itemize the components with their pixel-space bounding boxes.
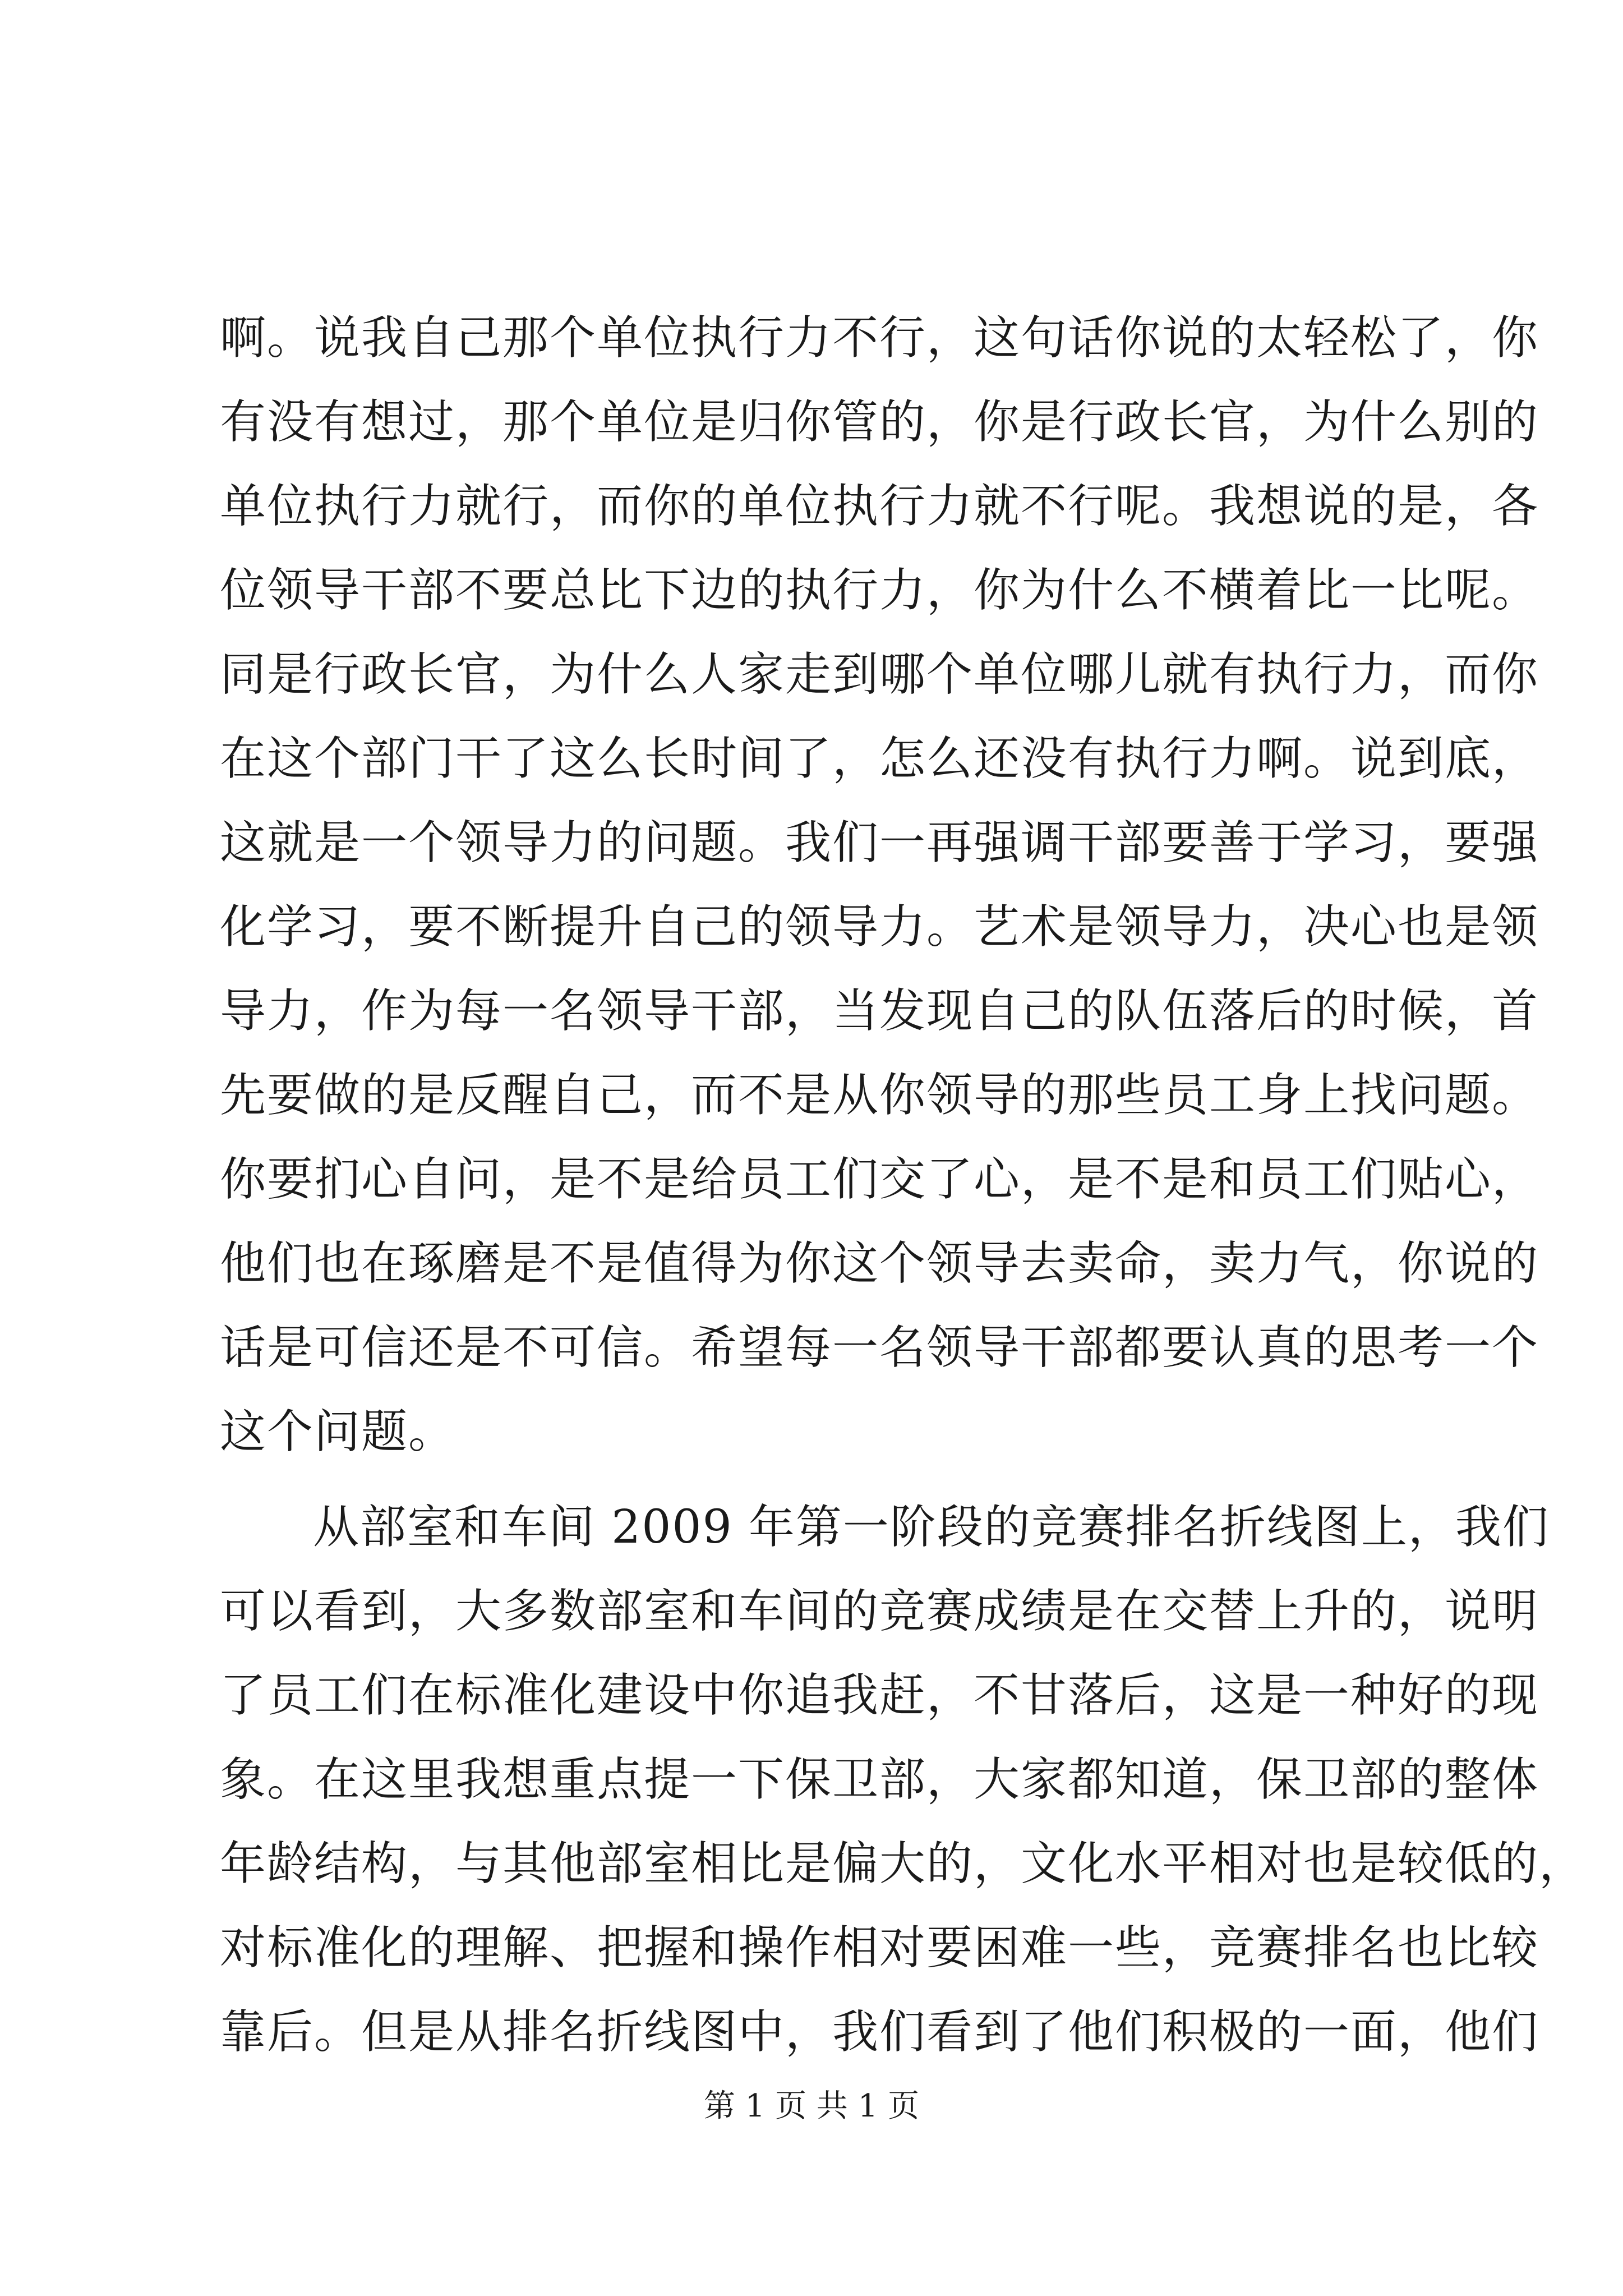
text-line: 话是可信还是不可信。希望每一名领导干部都要认真的思考一个 xyxy=(220,1321,1539,1374)
text-line: 在这个部门干了这么长时间了，怎么还没有执行力啊。说到底， xyxy=(220,732,1539,785)
text-line: 你要扪心自问，是不是给员工们交了心，是不是和员工们贴心， xyxy=(220,1153,1539,1206)
text-line: 有没有想过，那个单位是归你管的，你是行政长官，为什么别的 xyxy=(220,395,1539,449)
text-line: 他们也在琢磨是不是值得为你这个领导去卖命，卖力气，你说的 xyxy=(220,1237,1539,1290)
text-line: 啊。说我自己那个单位执行力不行，这句话你说的太轻松了，你 xyxy=(220,311,1539,365)
text-line: 从部室和车间 2009 年第一阶段的竞赛排名折线图上，我们 xyxy=(313,1501,1550,1554)
paragraph-gap xyxy=(220,1474,1420,1485)
text-line: 这个问题。 xyxy=(220,1405,456,1458)
body-text xyxy=(220,296,1587,2074)
page-number-footer: 第 1 页 共 1 页 xyxy=(703,2088,920,2124)
text-line: 这就是一个领导力的问题。我们一再强调干部要善于学习，要强 xyxy=(220,816,1539,869)
text-line: 年龄结构，与其他部室相比是偏大的，文化水平相对也是较低的， xyxy=(220,1837,1587,1890)
text-line: 单位执行力就行，而你的单位执行力就不行呢。我想说的是，各 xyxy=(220,480,1539,533)
text-line: 先要做的是反醒自己，而不是从你领导的那些员工身上找问题。 xyxy=(220,1069,1539,1122)
text-line: 了员工们在标准化建设中你追我赶，不甘落后，这是一种好的现 xyxy=(220,1669,1539,1722)
text-line: 对标准化的理解、把握和操作相对要困难一些，竞赛排名也比较 xyxy=(220,1921,1539,1975)
text-line: 导力，作为每一名领导干部，当发现自己的队伍落后的时候，首 xyxy=(220,984,1539,1038)
text-line: 同是行政长官，为什么人家走到哪个单位哪儿就有执行力，而你 xyxy=(220,648,1539,701)
text-line: 可以看到，大多数部室和车间的竞赛成绩是在交替上升的，说明 xyxy=(220,1585,1539,1638)
text-line: 象。在这里我想重点提一下保卫部，大家都知道，保卫部的整体 xyxy=(220,1753,1539,1806)
text-line: 位领导干部不要总比下边的执行力，你为什么不横着比一比呢。 xyxy=(220,564,1539,617)
text-line: 靠后。但是从排名折线图中，我们看到了他们积极的一面，他们 xyxy=(220,2005,1539,2059)
text-line: 化学习，要不断提升自己的领导力。艺术是领导力，决心也是领 xyxy=(220,900,1539,954)
